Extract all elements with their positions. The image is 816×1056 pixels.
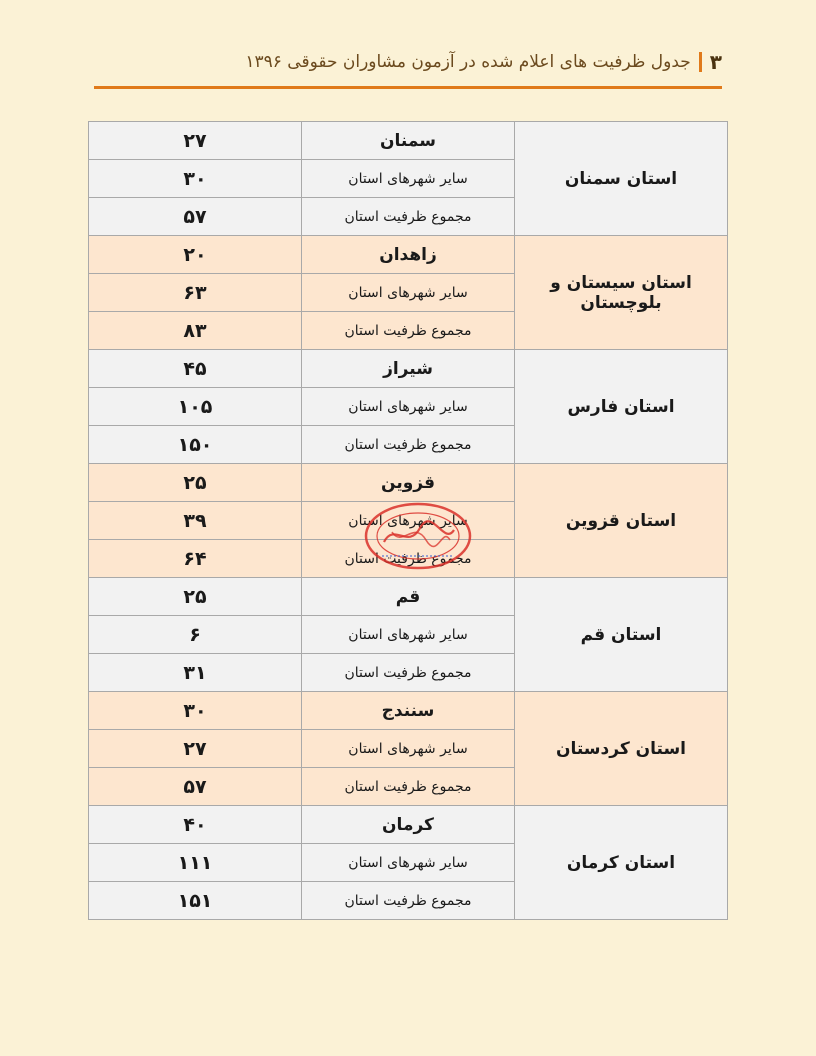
- other-cities-label: سایر شهرهای استان: [302, 388, 515, 426]
- capacity-table-container: [88, 121, 728, 920]
- capital-city-name: قم: [302, 578, 515, 616]
- capacity-value: ۱۱۱: [89, 844, 302, 882]
- other-cities-label: سایر شهرهای استان: [302, 616, 515, 654]
- province-total-label: مجموع ظرفیت استان: [302, 882, 515, 920]
- page-number: ۳: [709, 50, 722, 74]
- capacity-value: ۴۰: [89, 806, 302, 844]
- province-total-label: مجموع ظرفیت استان: [302, 768, 515, 806]
- capacity-value: ۳۰: [89, 160, 302, 198]
- other-cities-label: سایر شهرهای استان: [302, 730, 515, 768]
- capacity-value: ۴۵: [89, 350, 302, 388]
- capacity-value: ۶۳: [89, 274, 302, 312]
- page-title: جدول ظرفیت های اعلام شده در آزمون مشاوران حقوقی ۱۳۹۶: [245, 52, 691, 72]
- capacity-value: ۳۰: [89, 692, 302, 730]
- other-cities-label: سایر شهرهای استان: [302, 844, 515, 882]
- capacity-table: [88, 121, 728, 920]
- table-row: [89, 464, 728, 502]
- table-row: [89, 122, 728, 160]
- province-name: استان سمنان: [515, 122, 728, 236]
- capital-city-name: زاهدان: [302, 236, 515, 274]
- table-row: [89, 806, 728, 844]
- province-name: استان قم: [515, 578, 728, 692]
- province-total-label: مجموع ظرفیت استان: [302, 654, 515, 692]
- capacity-value: ۳۱: [89, 654, 302, 692]
- capacity-value: ۱۵۱: [89, 882, 302, 920]
- province-name: استان قزوین: [515, 464, 728, 578]
- capacity-value: ۸۳: [89, 312, 302, 350]
- province-total-label: مجموع ظرفیت استان: [302, 540, 515, 578]
- capital-city-name: شیراز: [302, 350, 515, 388]
- capacity-value: ۵۷: [89, 198, 302, 236]
- capacity-value: ۲۵: [89, 578, 302, 616]
- capital-city-name: قزوین: [302, 464, 515, 502]
- capacity-value: ۳۹: [89, 502, 302, 540]
- province-total-label: مجموع ظرفیت استان: [302, 198, 515, 236]
- capacity-table-body: [89, 122, 728, 920]
- capacity-value: ۲۰: [89, 236, 302, 274]
- capacity-value: ۱۵۰: [89, 426, 302, 464]
- province-name: استان سیستان و بلوچستان: [515, 236, 728, 350]
- capital-city-name: سنندج: [302, 692, 515, 730]
- header-separator: [699, 52, 702, 72]
- capacity-value: ۲۷: [89, 122, 302, 160]
- header-title-group: [245, 50, 722, 74]
- other-cities-label: سایر شهرهای استان: [302, 160, 515, 198]
- province-name: استان فارس: [515, 350, 728, 464]
- capacity-value: ۶۴: [89, 540, 302, 578]
- province-total-label: مجموع ظرفیت استان: [302, 312, 515, 350]
- province-name: استان کردستان: [515, 692, 728, 806]
- table-row: [89, 578, 728, 616]
- capacity-value: ۲۵: [89, 464, 302, 502]
- capacity-value: ۶: [89, 616, 302, 654]
- other-cities-label: سایر شهرهای استان: [302, 502, 515, 540]
- capacity-value: ۱۰۵: [89, 388, 302, 426]
- other-cities-label: سایر شهرهای استان: [302, 274, 515, 312]
- province-name: استان کرمان: [515, 806, 728, 920]
- table-row: [89, 692, 728, 730]
- capacity-value: ۵۷: [89, 768, 302, 806]
- table-row: [89, 350, 728, 388]
- page-header: [94, 48, 722, 89]
- table-row: [89, 236, 728, 274]
- capital-city-name: کرمان: [302, 806, 515, 844]
- capacity-value: ۲۷: [89, 730, 302, 768]
- capital-city-name: سمنان: [302, 122, 515, 160]
- province-total-label: مجموع ظرفیت استان: [302, 426, 515, 464]
